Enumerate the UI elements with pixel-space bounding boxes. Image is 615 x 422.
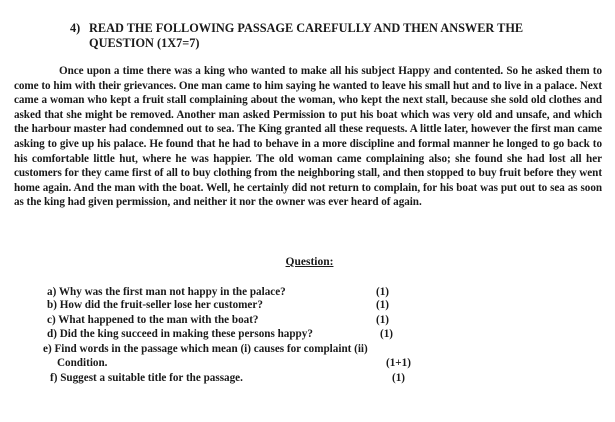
section-heading <box>70 21 590 51</box>
question-text: What happened to the man with the boat? <box>58 314 259 326</box>
question-marks: (1+1) <box>386 357 411 369</box>
question-label: c) <box>47 314 56 326</box>
question-item <box>47 313 259 327</box>
question-item <box>47 298 263 312</box>
question-text: How did the fruit-seller lose her customer? <box>59 299 263 311</box>
question-label: e) <box>43 343 52 355</box>
question-label: a) <box>47 286 57 298</box>
question-marks: (1) <box>380 328 393 340</box>
question-label: b) <box>47 299 57 311</box>
question-item <box>47 327 313 341</box>
question-item <box>43 342 368 356</box>
reading-passage: Once upon a time there was a king who wanted to make all his subject Happy and contented. So he asked them to come to him with their grievances. One man came to him saying he wanted to leave his small hut and to live in a palace. Next came a woman who kept a fruit stall complaining about the woman, who kept the next stall, because she sold old clothes and asked that she might be removed. Another man asked Permission to put his boat which was very old and unsafe, and which the harbour master had condemned out to sea. The King granted all these requests. A little later, however the first man came asking to give up his palace. He found that he had to behave in a more discipline and formal manner he longed to go back to his comfortable little hut, where he was happier. The old woman came complaining also; she found she had lost all her customers for they came first of all to buy clothing from the neighboring stall, and then stopped to buy fruit before they went home again. And the man with the boat. Well, he certainly did not return to complain, for his boat was put out to sea as soon as the king had given permission, and neither it nor the owner was ever heard of again. <box>14 65 602 209</box>
question-text: Did the king succeed in making these persons happy? <box>59 328 313 340</box>
question-marks: (1) <box>392 372 405 384</box>
question-item <box>47 285 286 299</box>
question-marks: (1) <box>376 314 389 326</box>
question-marks: (1) <box>376 286 389 298</box>
question-marks: (1) <box>376 299 389 311</box>
question-text: Suggest a suitable title for the passage. <box>60 372 243 384</box>
question-item <box>50 371 243 385</box>
question-label: d) <box>47 328 57 340</box>
section-number: 4) <box>70 21 81 35</box>
question-label: f) <box>50 372 58 384</box>
question-text: Find words in the passage which mean (i) causes for complaint (ii) <box>54 343 368 355</box>
question-continuation: Condition. <box>57 357 108 369</box>
section-title: READ THE FOLLOWING PASSAGE CAREFULLY AND THEN ANSWER THE QUESTION (1X7=7) <box>89 21 524 50</box>
questions-title: Question: <box>285 256 334 268</box>
question-text: Why was the first man not happy in the palace? <box>58 286 286 298</box>
